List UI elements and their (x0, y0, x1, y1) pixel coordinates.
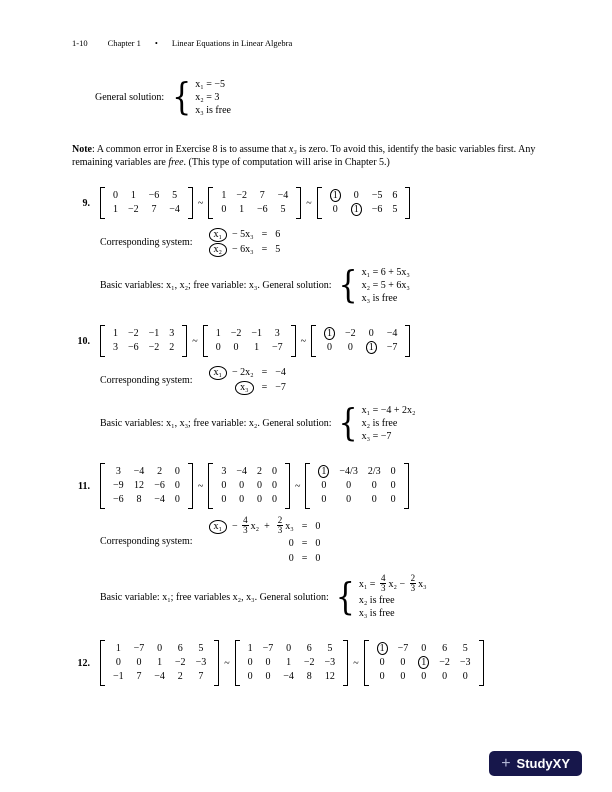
row-equivalence-tilde: ~ (197, 197, 204, 209)
row-equivalence-tilde: ~ (300, 335, 307, 347)
general-solution-brace-group (172, 75, 231, 120)
general-solution-lines: x₁ = 6 + 5x₃ x₂ = 5 + 6x₃ x₃ is free (361, 267, 410, 304)
system-equations: x₁ − 5x₃ = 6 x₂ − 6x₃ = 5 (209, 227, 281, 257)
chapter-title: Linear Equations in Linear Algebra (171, 38, 293, 48)
note-paragraph: Note: A common error in Exercise 8 is to assume that x₃ is zero. To avoid this, identify the basic variables first. Any remaining variables are free. (This type of computation will arise in Chapter 5.) (72, 144, 536, 168)
row-equivalence-tilde: ~ (192, 335, 198, 347)
problem-10 (72, 325, 562, 446)
page-header (72, 38, 562, 48)
row-equivalence-tilde: ~ (306, 197, 312, 209)
augmented-matrix: 1 −2 −1 3 0 0 1 −7 (203, 325, 296, 357)
solution-row (100, 263, 562, 308)
problem-number: 10. (77, 335, 90, 347)
left-brace: { (335, 575, 355, 620)
corresponding-system-row (100, 365, 562, 395)
solution-label: Basic variable: x₁; free variables x₂, x₃. General solution: (100, 592, 329, 603)
matrix-row (72, 187, 562, 219)
augmented-matrix: 1 −4/3 2/3 0 0 0 0 0 0 0 0 0 (305, 463, 408, 509)
augmented-matrix: 0 1 −6 5 1 −2 7 −4 (100, 187, 193, 219)
exercise-8-general-solution (95, 75, 562, 120)
row-equivalence-tilde: ~ (197, 480, 204, 492)
problem-11 (72, 463, 562, 620)
studyxy-logo (489, 751, 582, 776)
left-brace: { (338, 263, 358, 308)
general-solution-label: General solution: (95, 92, 165, 103)
row-equivalence-tilde: ~ (294, 480, 301, 492)
system-equations: x₁ − 2x₂ = −4 x₃ = −7 (209, 365, 286, 395)
augmented-matrix: 1 −7 0 6 5 0 0 1 −2 −3 0 0 0 0 0 (364, 640, 484, 686)
general-solution-brace-group (338, 263, 410, 308)
general-solution-lines: x₁ = −4 + 2x₂ x₂ is free x₃ = −7 (361, 405, 416, 442)
header-bullet: • (154, 38, 158, 48)
problem-number: 9. (82, 197, 90, 209)
left-brace: { (338, 401, 358, 446)
general-solution-lines: x₁ = $\frac{4}{3}$ x₂ − $\frac{2}{3}$ x₃ x₂ is free x₃ is free (358, 573, 427, 619)
row-equivalence-tilde: ~ (353, 657, 359, 669)
problem-9 (72, 187, 562, 308)
augmented-matrix: 3 −4 2 0 −9 12 −6 0 −6 8 −4 0 (100, 463, 193, 509)
system-label: Corresponding system: (100, 374, 193, 386)
matrix-row (72, 463, 562, 509)
augmented-matrix: 1 0 −5 6 0 1 −6 5 (317, 187, 411, 219)
augmented-matrix: 1 −2 7 −4 0 1 −6 5 (208, 187, 301, 219)
corresponding-system-row (100, 517, 562, 566)
plus-icon: + (501, 754, 511, 772)
chapter-label: Chapter 1 (107, 38, 141, 48)
system-label: Corresponding system: (100, 536, 193, 547)
augmented-matrix: 1 −2 −1 3 3 −6 −2 2 (100, 325, 187, 357)
problem-number: 12. (77, 657, 90, 669)
augmented-matrix: 1 −2 0 −4 0 0 1 −7 (311, 325, 410, 357)
solution-label: Basic variables: x₁, x₃; free variable: x₂. General solution: (100, 418, 332, 429)
problem-12 (72, 640, 562, 686)
corresponding-system-row (100, 227, 562, 257)
solution-label: Basic variables: x₁, x₂; free variable: x₃. General solution: (100, 280, 332, 291)
problem-number: 11. (78, 480, 90, 492)
general-solution-lines: x₁ = −5 x₂ = 3 x₃ is free (195, 79, 231, 116)
general-solution-brace-group (338, 401, 416, 446)
solution-row (100, 401, 562, 446)
page-number: 1-10 (72, 38, 88, 48)
left-brace: { (172, 75, 192, 120)
matrix-row (72, 640, 562, 686)
matrix-row (72, 325, 562, 357)
augmented-matrix: 1 −7 0 6 5 0 0 1 −2 −3 −1 7 −4 2 7 (100, 640, 219, 686)
system-equations: x₁ − $\frac{4}{3}$ x₂ + $\frac{2}{3}$ x₃ = 0 0 = 0 0 = 0 (209, 517, 321, 566)
augmented-matrix: 1 −7 0 6 5 0 0 1 −2 −3 0 0 −4 8 12 (235, 640, 349, 686)
solution-row (100, 575, 562, 620)
augmented-matrix: 3 −4 2 0 0 0 0 0 0 0 0 0 (208, 463, 290, 509)
system-label: Corresponding system: (100, 236, 193, 248)
brand-name: StudyXY (516, 756, 570, 771)
row-equivalence-tilde: ~ (224, 657, 230, 669)
general-solution-brace-group (336, 575, 427, 620)
